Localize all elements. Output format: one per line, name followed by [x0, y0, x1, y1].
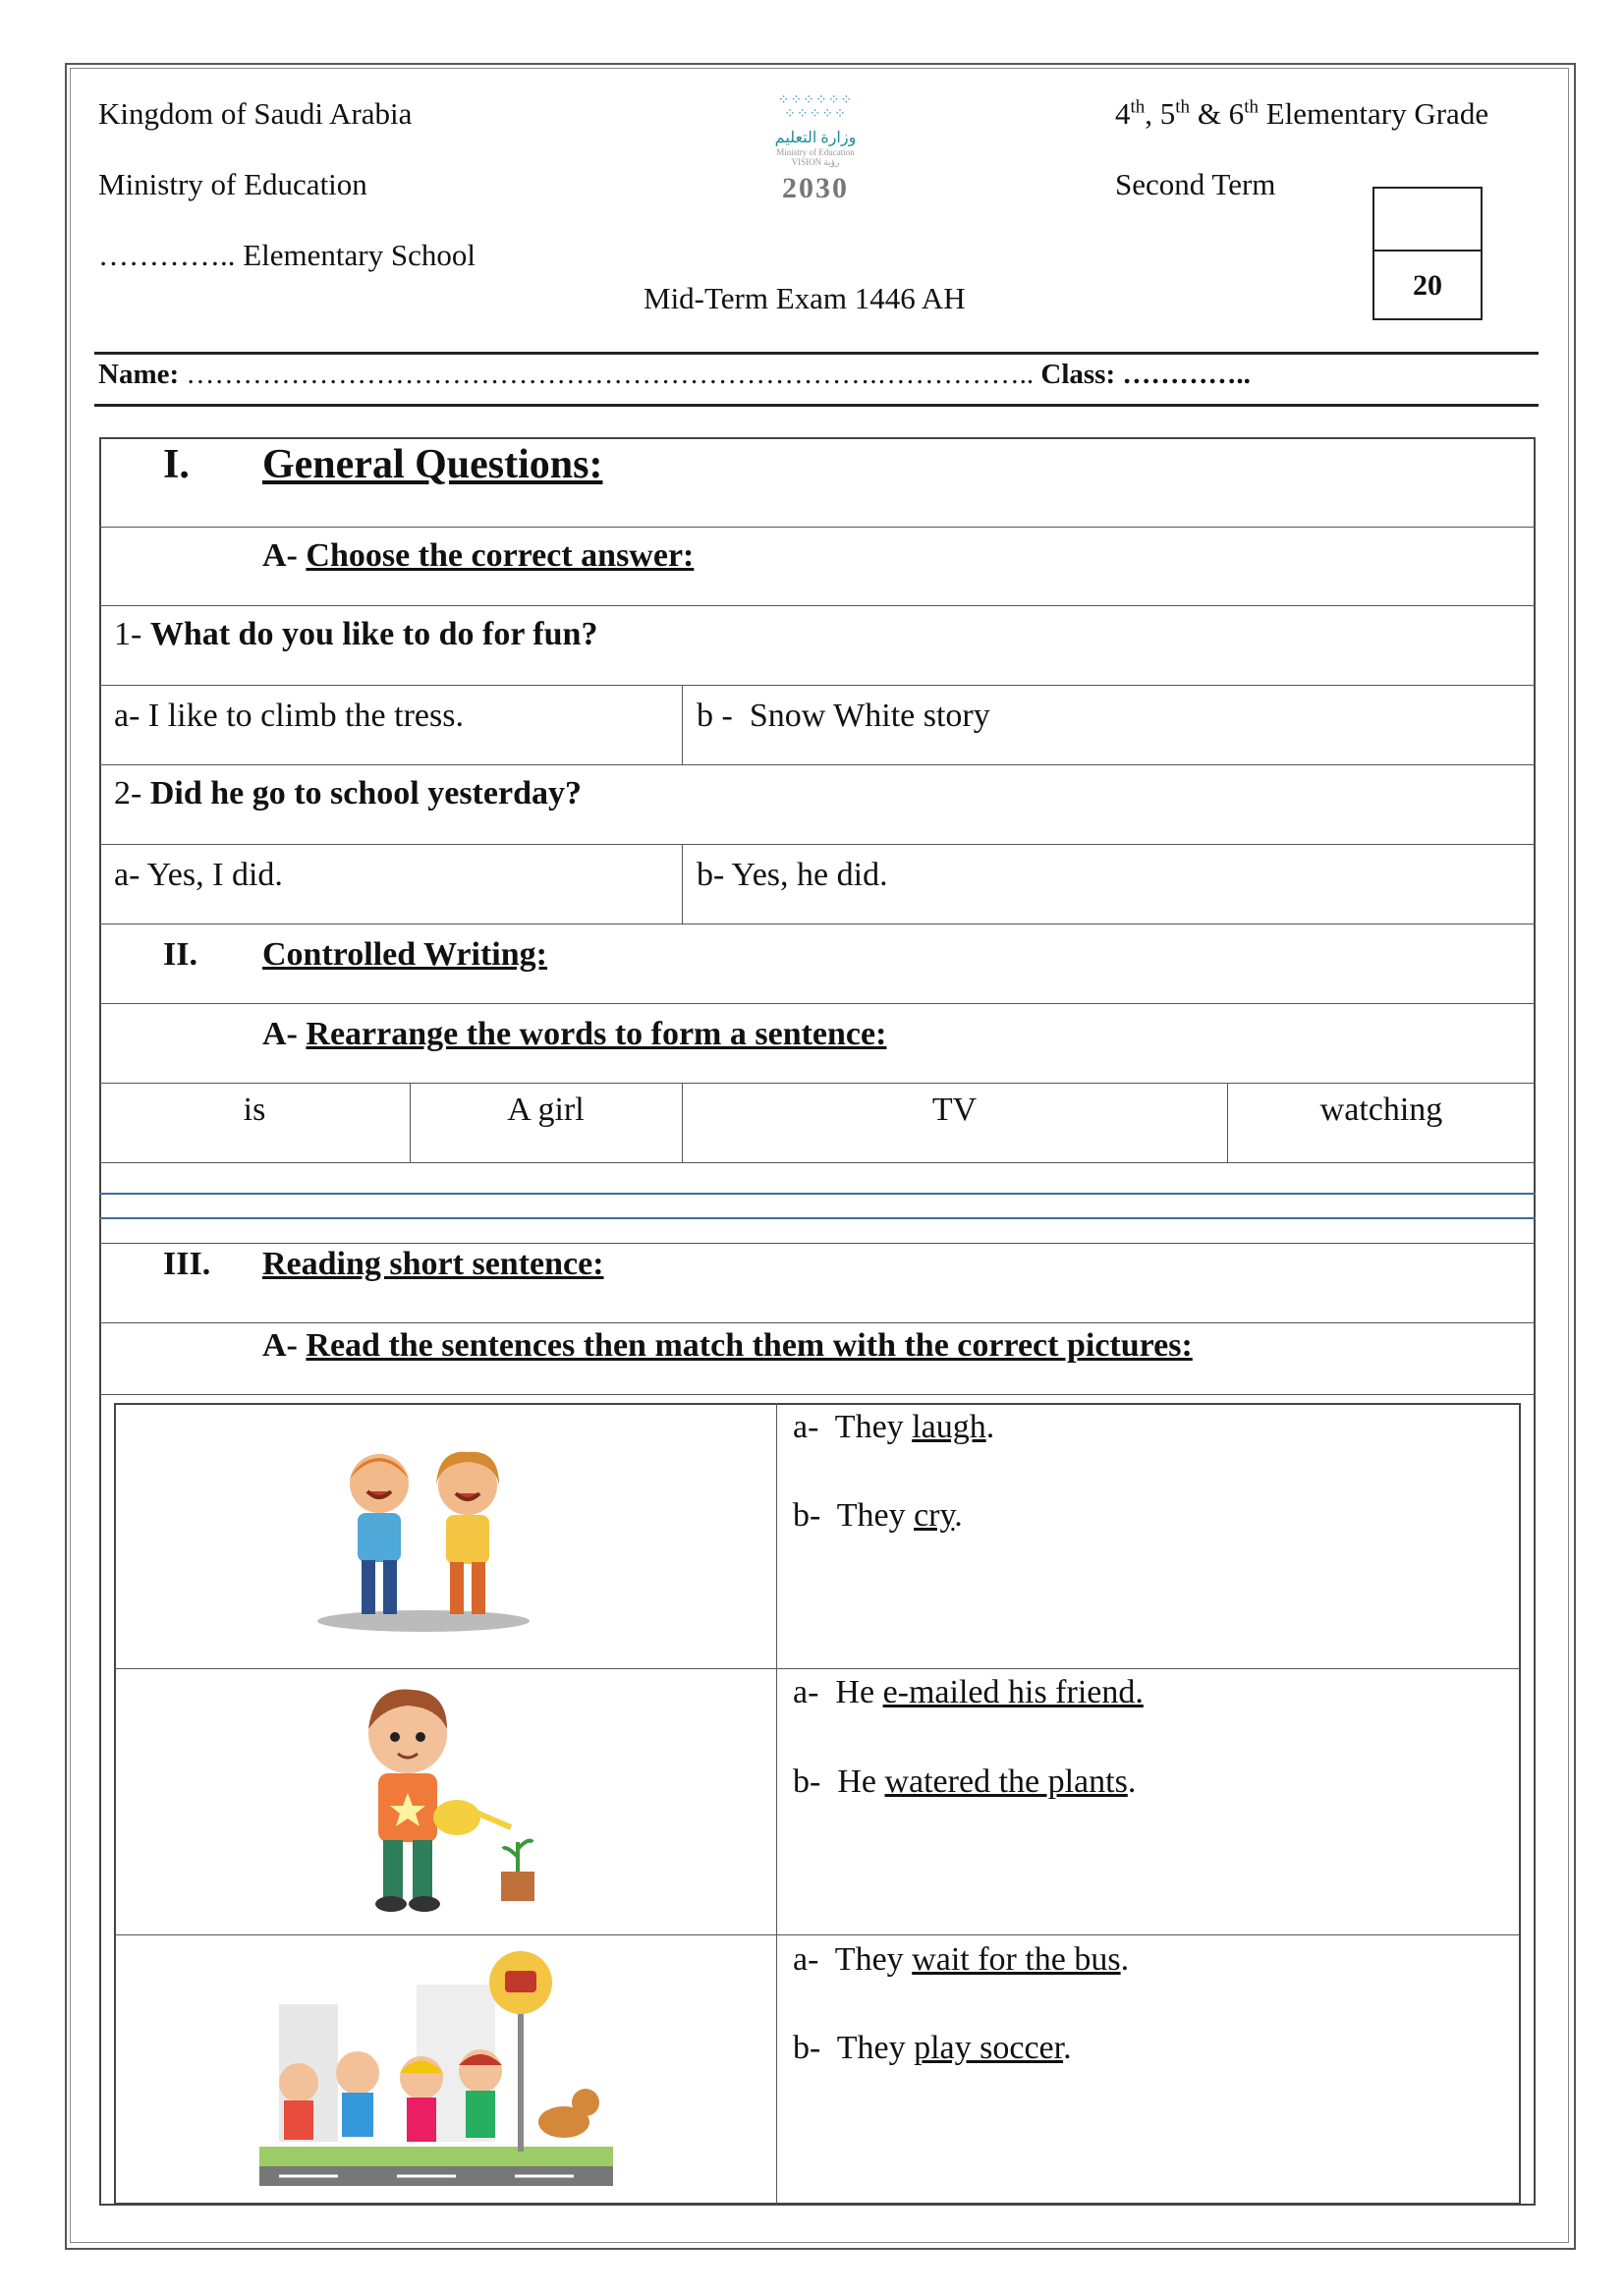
- section2-title: Controlled Writing:: [262, 936, 547, 973]
- q1-row: [99, 606, 1536, 686]
- header-rule-top: [94, 352, 1539, 355]
- q2-option-a[interactable]: a- Yes, I did.: [114, 857, 283, 893]
- section3-title: Reading short sentence:: [262, 1246, 604, 1282]
- logo-vision: VISION رؤية: [791, 157, 840, 167]
- section1-roman: I.: [163, 442, 190, 487]
- name-class-row: [98, 359, 1251, 391]
- grades-label: 4th, 5th & 6th Elementary Grade: [1115, 96, 1489, 131]
- class-label[interactable]: Class: …………..: [1040, 359, 1251, 390]
- ministry-label: Ministry of Education: [98, 167, 367, 201]
- q1-question: 1- What do you like to do for fun?: [114, 616, 598, 652]
- item3-option-b[interactable]: b- They play soccer.: [793, 2030, 1072, 2066]
- answer-line-1: [99, 1193, 1536, 1195]
- item2-option-b[interactable]: b- He watered the plants.: [793, 1763, 1137, 1800]
- section3-sub: A- Read the sentences then match them with the correct pictures:: [262, 1327, 1193, 1364]
- section2-roman: II.: [163, 936, 197, 973]
- logo-arabic: وزارة التعليم: [774, 130, 857, 146]
- header-rule-bottom: [94, 404, 1539, 407]
- answer-lines-row[interactable]: [99, 1163, 1536, 1244]
- item3-option-a[interactable]: a- They wait for the bus.: [793, 1941, 1130, 1978]
- word-2[interactable]: A girl: [507, 1092, 585, 1128]
- q2-row: [99, 765, 1536, 845]
- item1-option-b[interactable]: b- They cry.: [793, 1497, 963, 1534]
- section2-sub-row: [99, 1004, 1536, 1084]
- logo-english: Ministry of Education: [776, 147, 855, 157]
- q2-options-row: [99, 845, 1536, 924]
- school-label: ………….. Elementary School: [98, 238, 476, 272]
- q1-option-a[interactable]: a- I like to climb the tress.: [114, 698, 464, 734]
- laughing-children-icon: [310, 1444, 536, 1646]
- item2-option-a[interactable]: a- He e-mailed his friend.: [793, 1674, 1144, 1710]
- word-1[interactable]: is: [243, 1092, 266, 1128]
- section1-header-row: [99, 437, 1536, 528]
- name-field[interactable]: ……………………………………………………………….……………..: [179, 359, 1041, 390]
- country-label: Kingdom of Saudi Arabia: [98, 96, 413, 131]
- q2-option-b[interactable]: b- Yes, he did.: [697, 857, 888, 893]
- section1-title: General Questions:: [262, 442, 603, 487]
- section1-sub: A- Choose the correct answer:: [262, 537, 695, 574]
- q1-options-row: [99, 686, 1536, 765]
- boy-watering-plant-icon: [314, 1680, 550, 1931]
- score-total: 20: [1413, 269, 1442, 302]
- q1-option-b[interactable]: b - Snow White story: [697, 698, 990, 734]
- section3-header-row: [99, 1244, 1536, 1323]
- section2-header-row: [99, 924, 1536, 1004]
- word-3[interactable]: TV: [931, 1092, 978, 1128]
- section3-sub-row: [99, 1323, 1536, 1395]
- words-row: [99, 1084, 1536, 1163]
- answer-line-2: [99, 1217, 1536, 1219]
- q2-question: 2- Did he go to school yesterday?: [114, 775, 582, 812]
- section2-sub: A- Rearrange the words to form a sentence:: [262, 1016, 887, 1052]
- section3-roman: III.: [163, 1246, 211, 1282]
- logo-year: 2030: [782, 172, 849, 204]
- children-at-bus-stop-icon: [259, 1945, 613, 2196]
- logo-dots-icon: ⁘⁘⁘⁘⁘⁘ ⁘⁘⁘⁘⁘: [777, 93, 854, 122]
- score-box: [1372, 187, 1483, 320]
- exam-title: Mid-Term Exam 1446 AH: [644, 281, 966, 315]
- term-label: Second Term: [1115, 167, 1276, 201]
- ministry-logo: [737, 84, 894, 212]
- item1-option-a[interactable]: a- They laugh.: [793, 1409, 995, 1445]
- section1-sub-row: [99, 528, 1536, 606]
- word-4[interactable]: watching: [1319, 1092, 1443, 1128]
- name-label: Name:: [98, 359, 180, 390]
